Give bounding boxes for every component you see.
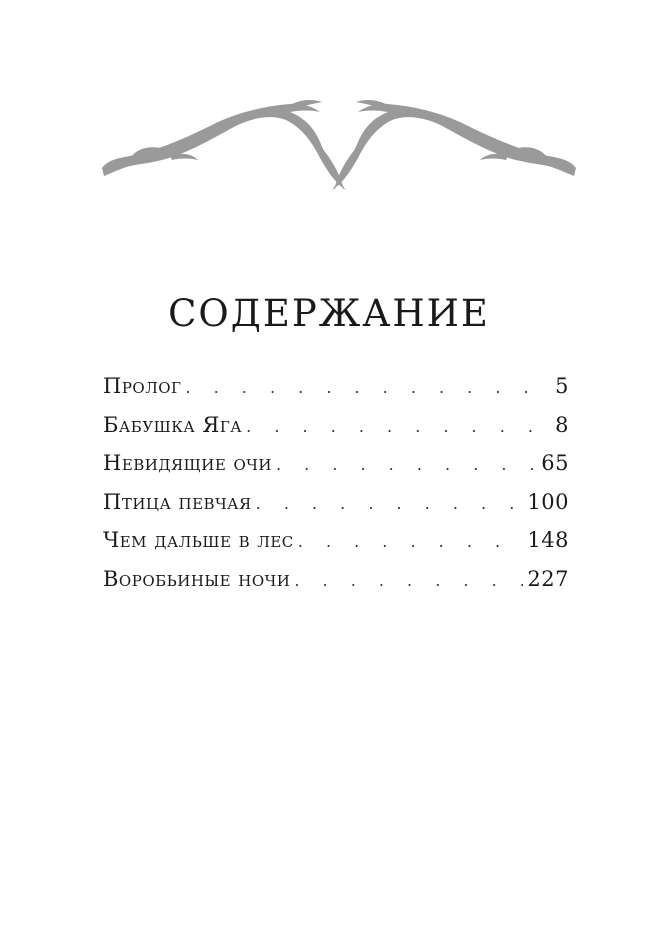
branch-ornament [100, 98, 578, 202]
dot-leader [256, 494, 524, 513]
dot-leader [185, 378, 551, 397]
toc-entry-label: Пролог [103, 374, 182, 398]
dot-leader [276, 455, 537, 474]
toc-entry-page: 5 [555, 374, 569, 398]
toc-entry-label: Бабушка Яга [103, 412, 243, 437]
toc-entry-label: Птица певчая [103, 489, 252, 514]
toc-entry-label: Невидящие очи [103, 451, 272, 476]
toc-entry-page: 8 [555, 412, 569, 437]
toc-entry-nevidyashchie-ochi[interactable] [103, 451, 569, 490]
dot-leader [298, 532, 524, 551]
toc-entry-vorobinye-nochi[interactable] [103, 567, 569, 606]
dot-leader [246, 417, 551, 436]
page-title: СОДЕРЖАНИЕ [168, 292, 490, 335]
toc-entry-label: Воробьиные ночи [103, 566, 291, 591]
toc-entry-prologue[interactable] [103, 374, 569, 413]
toc-entry-page: 100 [527, 489, 569, 514]
toc-entry-babushka-yaga[interactable] [103, 413, 569, 452]
table-of-contents [103, 374, 569, 606]
dot-leader [294, 571, 523, 590]
toc-entry-page: 148 [527, 528, 569, 553]
toc-entry-page: 227 [527, 566, 569, 591]
toc-entry-label: Чем дальше в лес [103, 528, 294, 553]
toc-entry-page: 65 [541, 451, 569, 476]
toc-entry-chem-dalshe-v-les[interactable] [103, 528, 569, 567]
toc-entry-ptitsa-pevchaya[interactable] [103, 490, 569, 529]
